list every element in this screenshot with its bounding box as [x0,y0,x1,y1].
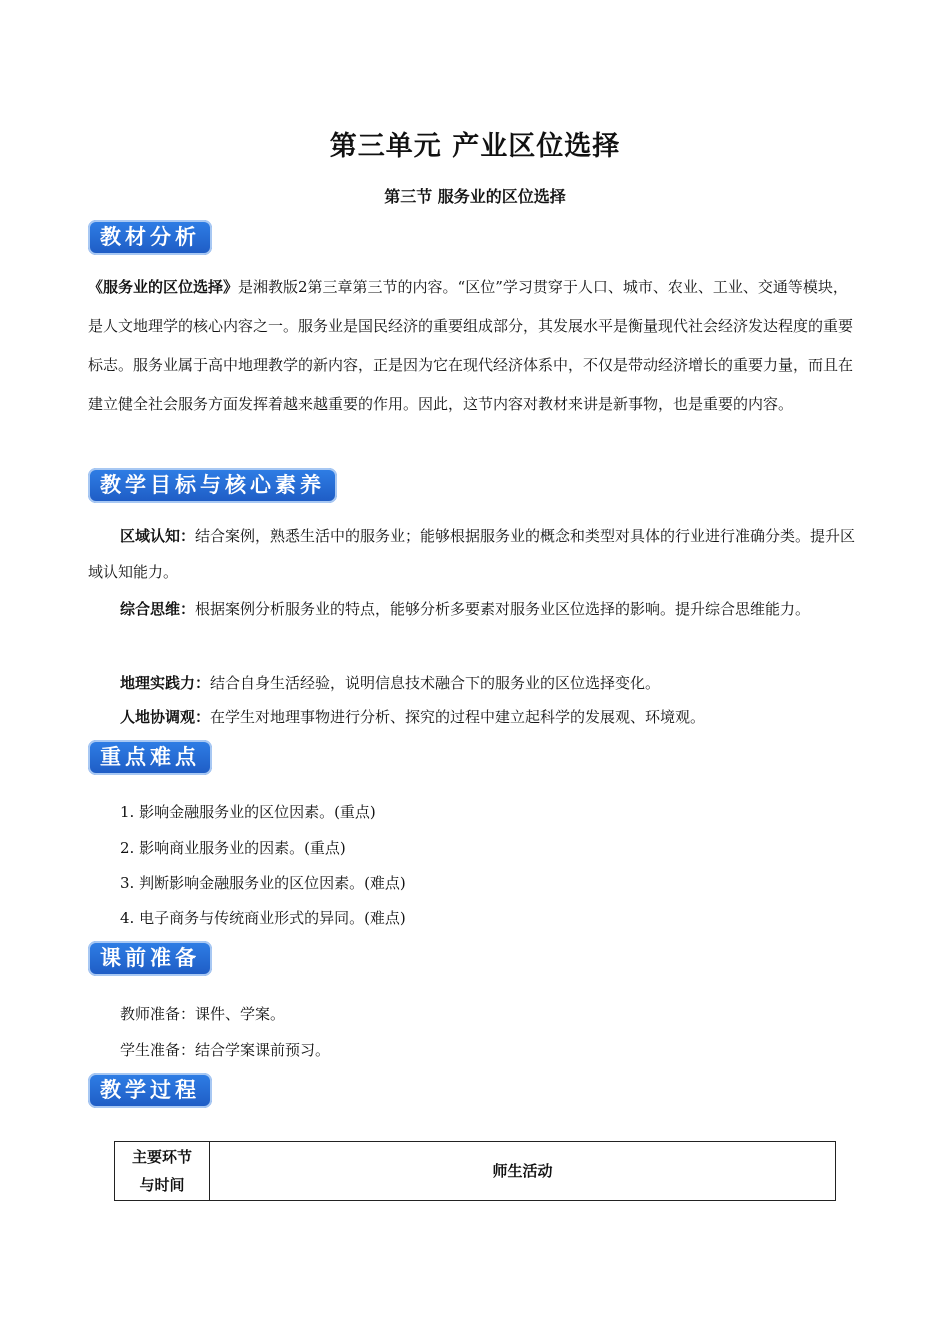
section-title: 第三节 服务业的区位选择 [384,187,566,206]
teacher-prep: 教师准备：课件、学案。 [120,1005,286,1023]
keypoint-item: 2. 影响商业服务业的因素。(重点) [120,839,346,857]
badge-keypoints: 重点难点 [88,740,212,775]
goal-item [88,518,862,590]
goal-item [88,699,862,735]
goal-item [88,591,862,627]
badge-goals: 教学目标与核心素养 [88,468,337,503]
analysis-paragraph [88,268,862,424]
goal-text: 根据案例分析服务业的特点，能够分析多要素对服务业区位选择的影响。提升综合思维能力。 [195,600,811,618]
header-stage-line2: 与时间 [139,1176,185,1194]
keypoint-item: 4. 电子商务与传统商业形式的异同。(难点) [120,909,406,927]
process-table [114,1141,836,1201]
table-row [115,1142,836,1201]
goal-text: 在学生对地理事物进行分析、探究的过程中建立起科学的发展观、环境观。 [210,708,706,726]
goal-text: 结合自身生活经验，说明信息技术融合下的服务业的区位选择变化。 [210,674,661,692]
badge-process: 教学过程 [88,1073,212,1108]
goal-text: 结合案例，熟悉生活中的服务业；能够根据服务业的概念和类型对具体的行业进行准确分类。提升区域认知能力。 [88,527,856,581]
badge-prep: 课前准备 [88,941,212,976]
header-stage-line1: 主要环节 [131,1148,192,1166]
table-header-stage [115,1142,210,1201]
student-prep: 学生准备：结合学案课前预习。 [120,1041,331,1059]
badge-analysis: 教材分析 [88,220,212,255]
keypoint-item: 1. 影响金融服务业的区位因素。(重点) [120,803,376,821]
goal-label: 人地协调观： [120,708,211,726]
analysis-text: 是湘教版2第三章第三节的内容。“区位”学习贯穿于人口、城市、农业、工业、交通等模块，是人文地理学的核心内容之一。服务业是国民经济的重要组成部分，其发展水平是衡量现代社会经济发达程度的重要标志。服务业属于高中地理教学的新内容，正是因为它在现代经济体系中，不仅是带动经济增长的重要力量，而且在建立健全社会服务方面发挥着越来越重要的作用。因此，这节内容对教材来讲是新事物，也是重要的内容。 [88,278,854,413]
unit-title: 第三单元 产业区位选择 [329,131,621,162]
goal-label: 综合思维： [120,600,196,618]
goal-label: 区域认知： [120,527,196,545]
table-header-activity: 师生活动 [210,1142,836,1201]
analysis-book-title: 《服务业的区位选择》 [88,278,239,296]
goal-label: 地理实践力： [120,674,211,692]
goal-item [88,665,862,701]
keypoint-item: 3. 判断影响金融服务业的区位因素。(难点) [120,874,406,892]
